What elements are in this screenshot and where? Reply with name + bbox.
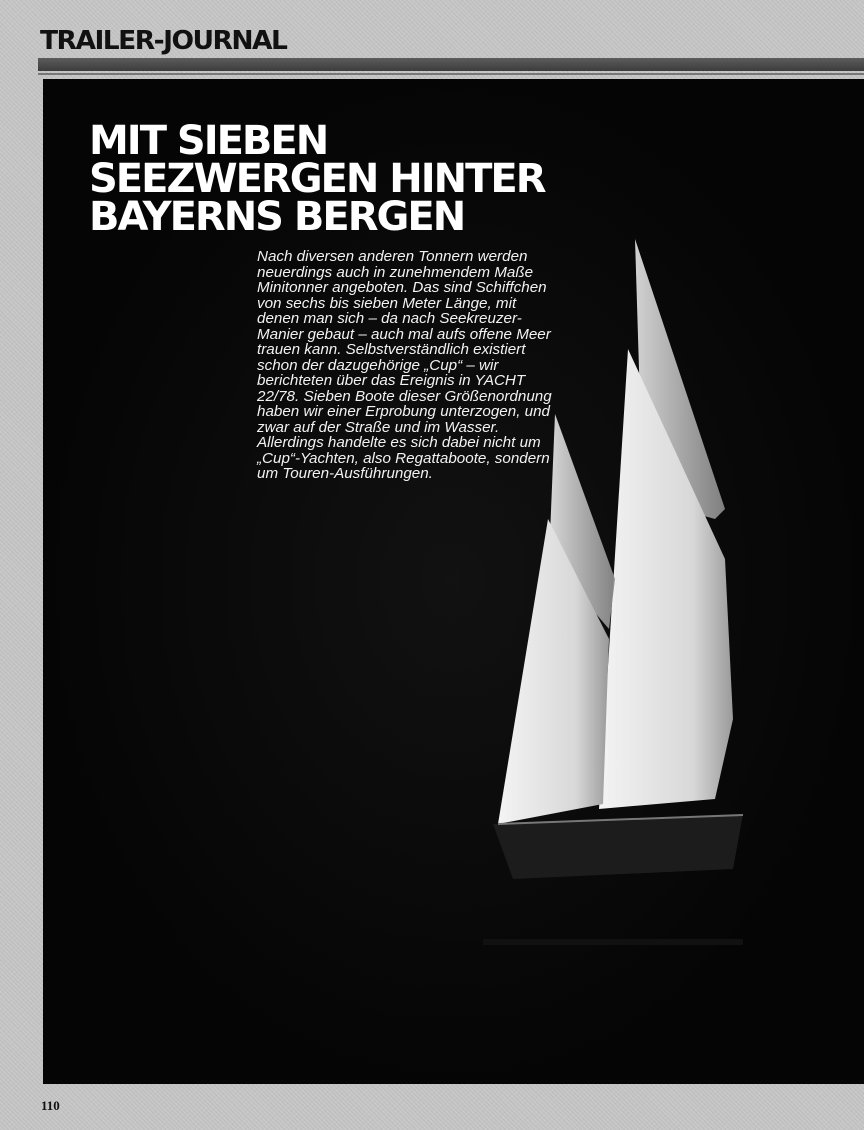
- section-title: TRAILER-JOURNAL: [40, 26, 287, 56]
- header-rule: [38, 58, 864, 71]
- intro-paragraph: Nach diversen anderen Tonnern werden neuerdings auch in zunehmendem Maße Minitonner angeboten. Das sind Schiffchen von sechs bis sieben Meter Länge, mit denen man sich – da nach Seekreuzer-Manier gebaut – auch mal aufs offene Meer trauen kann. Selbstverständlich existiert schon der dazugehörige „Cup“ – wir berichteten über das Ereignis in YACHT 22/78. Sieben Boote dieser Größenordnung haben wir einer Erprobung unterzogen, und zwar auf der Straße und im Wasser. Allerdings handelte es sich dabei nicht um „Cup“-Yachten, also Regattaboote, sondern um Touren-Ausführungen.: [257, 248, 552, 482]
- headline: [89, 118, 545, 240]
- headline-line: MIT SIEBEN: [89, 118, 328, 164]
- sailboat-photo: [43, 79, 864, 1084]
- header-rule-thin: [38, 73, 864, 75]
- headline-line: SEEZWERGEN HINTER: [89, 156, 545, 202]
- headline-line: BAYERNS BERGEN: [89, 194, 465, 240]
- page-number: 110: [41, 1098, 60, 1113]
